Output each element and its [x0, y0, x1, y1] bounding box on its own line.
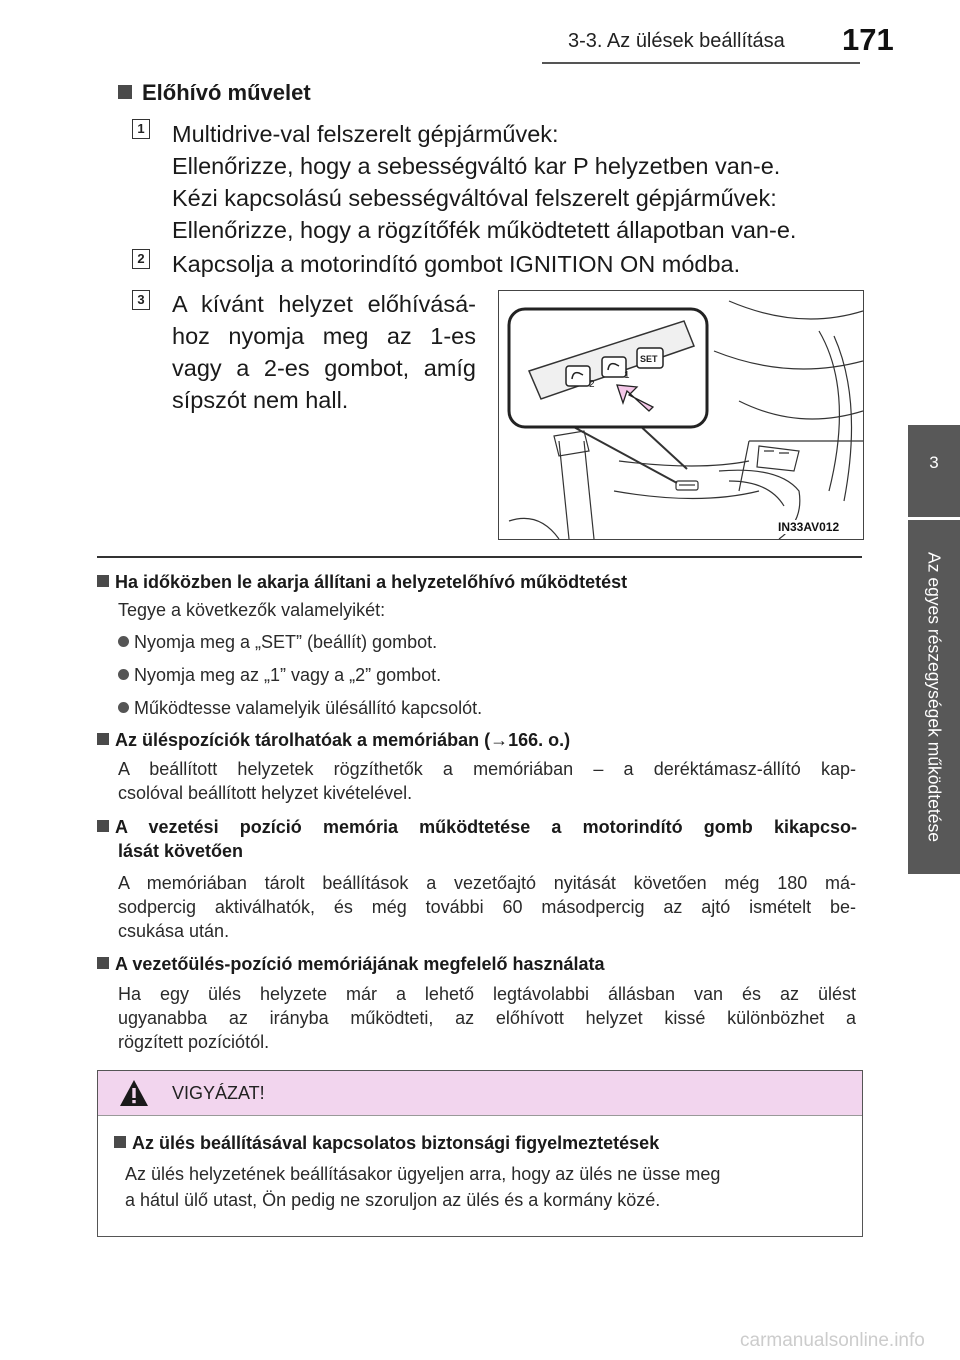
memory-button-1-label: 1 [624, 370, 630, 381]
bullet-text: Működtesse valamelyik ülésállító kapcsolót. [134, 698, 483, 718]
memory-storage-body [118, 757, 856, 805]
step-number-3: 3 [132, 290, 150, 310]
square-bullet-icon [118, 85, 132, 99]
memory-after-off-heading [97, 815, 857, 863]
step-3-line: sípszót nem hall. [172, 387, 349, 413]
warning-title: VIGYÁZAT! [172, 1083, 265, 1103]
square-bullet-icon [114, 1136, 126, 1148]
chapter-label: Az egyes részegységek működtetése [924, 552, 945, 842]
body-line: ugyanabba az irányba működteti, az előhívott helyzet kissé különbözhet a [118, 1008, 856, 1028]
memory-storage-title: Az üléspozíciók tárolhatóak a memóriában (→166. o.) [115, 730, 571, 750]
heading-line: A vezetési pozíció memória működtetése a motorindító gomb kikapcso- [115, 817, 857, 837]
bullet-item [118, 630, 437, 654]
section-divider [97, 556, 862, 558]
proper-use-body [118, 982, 856, 1054]
step-3-line: A kívánt helyzet előhívásá- [172, 291, 476, 317]
bullet-text: Nyomja meg a „SET” (beállít) gombot. [134, 632, 438, 652]
section-title: 3-3. Az ülések beállítása [568, 30, 785, 52]
proper-use-heading [97, 952, 605, 976]
warning-subheading-text: Az ülés beállításával kapcsolatos biztonsági figyelmeztetések [132, 1133, 660, 1153]
body-line: Ha egy ülés helyzete már a lehető legtávolabbi állásban van és az ülést [118, 984, 856, 1004]
warning-line: Az ülés helyzetének beállításakor ügyeljen arra, hogy az ülés ne üsse meg [125, 1164, 721, 1184]
chapter-tab-number[interactable] [908, 425, 960, 517]
step-3-line: hoz nyomja meg az 1-es [172, 323, 476, 349]
warning-triangle-icon [118, 1078, 150, 1108]
body-line: csolóval beállított helyzet kivételével. [118, 783, 413, 803]
recall-heading [118, 80, 311, 106]
step-1-line: Multidrive-val felszerelt gépjárművek: [172, 121, 559, 147]
memory-button-2-label: 2 [589, 379, 595, 390]
step-3-line: vagy a 2-es gombot, amíg [172, 355, 476, 381]
step-1-line: Ellenőrizze, hogy a rögzítőfék működtetett állapotban van-e. [172, 217, 797, 243]
square-bullet-icon [97, 733, 109, 745]
body-line: A memóriában tárolt beállítások a vezetőajtó nyitását követően még 180 má- [118, 873, 856, 893]
bullet-dot-icon [118, 669, 129, 680]
bullet-dot-icon [118, 702, 129, 713]
stop-recall-heading [97, 570, 627, 594]
warning-line: a hátul ülő utast, Ön pedig ne szoruljon az ülés és a kormány közé. [125, 1190, 661, 1210]
body-line: A beállított helyzetek rögzíthetők a memóriában – a deréktámasz-állító kap- [118, 759, 856, 779]
step-1-text [172, 118, 862, 246]
bullet-item [118, 663, 441, 687]
memory-after-off-body [118, 871, 856, 943]
header-rule [542, 62, 860, 64]
step-1-line: Ellenőrizze, hogy a sebességváltó kar P helyzetben van-e. [172, 153, 781, 179]
body-line: csukása után. [118, 921, 230, 941]
warning-header [98, 1071, 862, 1116]
chapter-number: 3 [929, 453, 939, 472]
square-bullet-icon [97, 957, 109, 969]
door-panel-illustration [498, 290, 864, 540]
set-button-label: SET [640, 354, 658, 364]
body-line: rögzített pozíciótól. [118, 1032, 270, 1052]
stop-recall-body: Tegye a következők valamelyikét: [118, 600, 386, 620]
warning-subheading [114, 1133, 659, 1154]
step-1-line: Kézi kapcsolású sebességváltóval felszerelt gépjárművek: [172, 185, 777, 211]
illustration-code: IN33AV012 [778, 520, 840, 534]
illustration-drawing [499, 291, 863, 539]
watermark: carmanualsonline.info [740, 1330, 925, 1351]
proper-use-title: A vezetőülés-pozíció memóriájának megfelelő használata [115, 954, 605, 974]
step-2-text: Kapcsolja a motorindító gombot IGNITION ON módba. [172, 251, 741, 277]
page-number: 171 [842, 22, 894, 57]
bullet-text: Nyomja meg az „1” vagy a „2” gombot. [134, 665, 442, 685]
step-number-2: 2 [132, 249, 150, 269]
square-bullet-icon [97, 575, 109, 587]
stop-recall-title: Ha időközben le akarja állítani a helyzetelőhívó működtetést [115, 572, 628, 592]
body-line: sodpercig aktiválhatók, és még további 60 másodpercig az ajtó ismételt be- [118, 897, 856, 917]
recall-heading-text: Előhívó művelet [142, 80, 311, 105]
bullet-item [118, 696, 482, 720]
chapter-tab-label[interactable] [908, 520, 960, 874]
step-number-1: 1 [132, 119, 150, 139]
warning-body [125, 1161, 850, 1213]
step-3-text [172, 288, 476, 416]
bullet-dot-icon [118, 636, 129, 647]
square-bullet-icon [97, 820, 109, 832]
warning-box [97, 1070, 863, 1237]
heading-line: lását követően [118, 841, 244, 861]
memory-storage-heading [97, 728, 570, 752]
